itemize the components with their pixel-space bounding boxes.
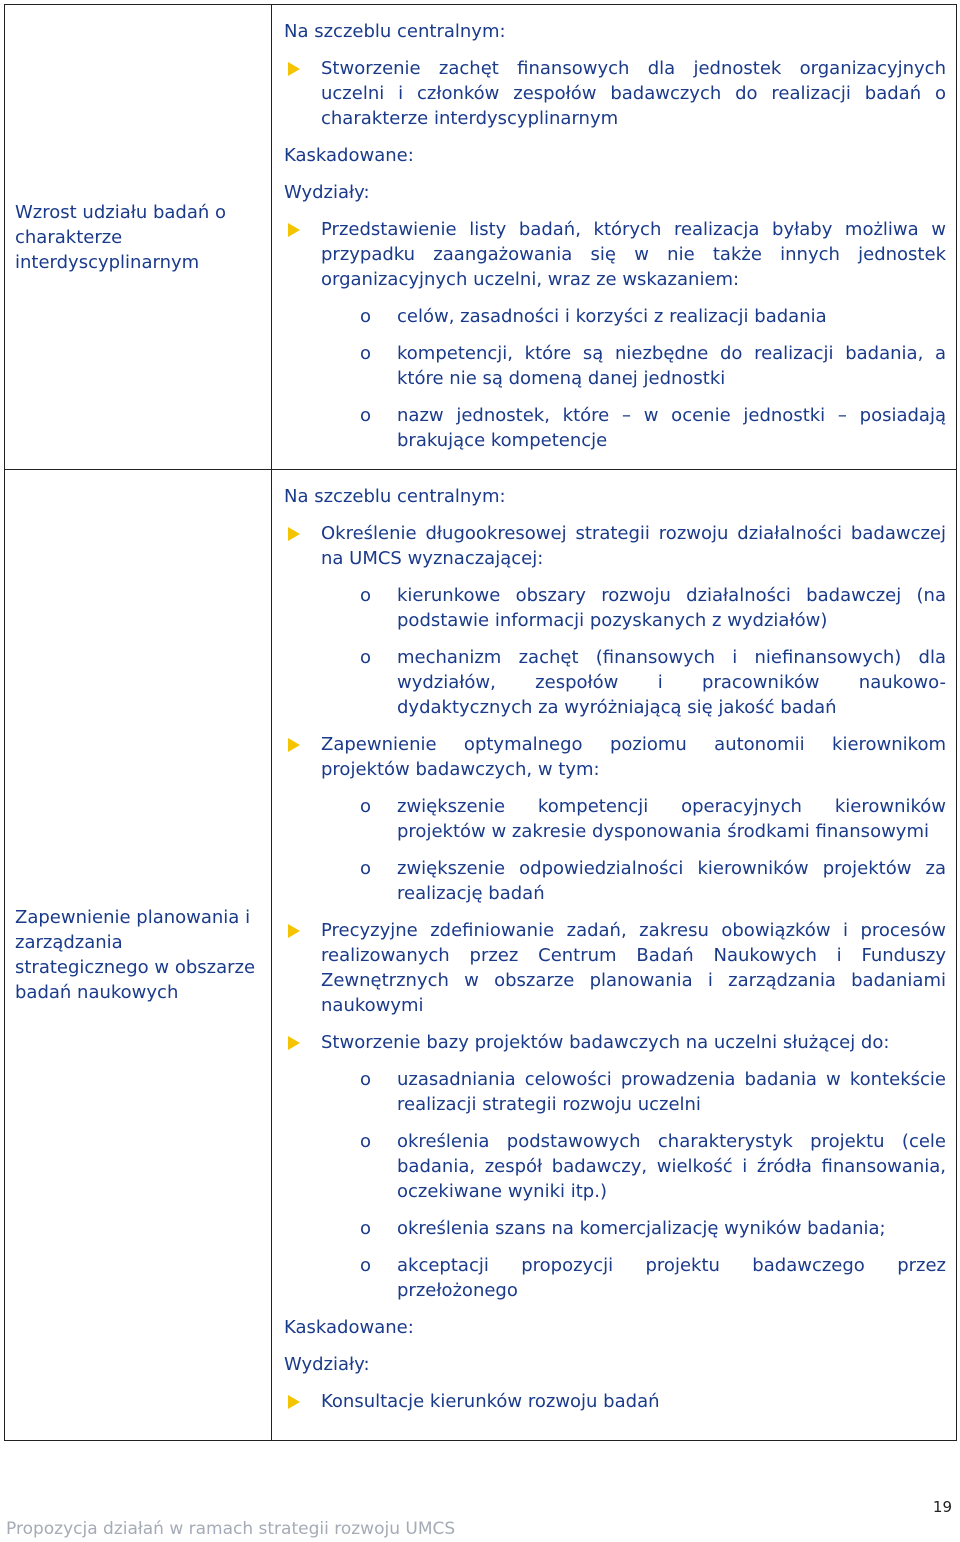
circle-bullet-icon: o — [360, 405, 372, 426]
triangle-bullet-icon — [288, 223, 300, 237]
strategy-table — [4, 4, 957, 1441]
table-row — [5, 5, 957, 470]
level-heading: Wydziały: — [284, 1354, 370, 1375]
action-item: Konsultacje kierunków rozwoju badań — [284, 1389, 946, 1414]
sub-item: o mechanizm zachęt (finansowych i niefinansowych) dla wydziałów, zespołów i pracowników naukowo-dydaktycznych za wyróżniającą się jakość badań — [360, 647, 946, 718]
triangle-bullet-icon — [288, 1395, 300, 1409]
circle-bullet-icon: o — [360, 585, 372, 606]
circle-bullet-icon: o — [360, 796, 372, 817]
sub-item: o kompetencji, które są niezbędne do realizacji badania, a które nie są domeną danej jednostki — [360, 343, 946, 389]
level-heading: Na szczeblu centralnym: — [284, 486, 506, 507]
circle-bullet-icon: o — [360, 1255, 372, 1276]
sub-item: o uzasadniania celowości prowadzenia badania w kontekście realizacji strategii rozwoju uczelni — [360, 1069, 946, 1115]
circle-bullet-icon: o — [360, 343, 372, 364]
sub-item: o określenia podstawowych charakterystyk projektu (cele badania, zespół badawczy, wielkość i źródła finansowania, oczekiwane wyniki itp.) — [360, 1131, 946, 1202]
goal-cell — [5, 470, 272, 1441]
triangle-bullet-icon — [288, 738, 300, 752]
sub-item: o określenia szans na komercjalizację wyników badania; — [360, 1218, 886, 1239]
actions-cell — [272, 5, 957, 470]
level-heading: Na szczeblu centralnym: — [284, 21, 506, 42]
goal-text: Zapewnienie planowania i zarządzania strategicznego w obszarze badań naukowych — [15, 907, 256, 1003]
goal-text: Wzrost udziału badań o charakterze interdyscyplinarnym — [15, 201, 227, 273]
level-heading: Kaskadowane: — [284, 1317, 414, 1338]
circle-bullet-icon: o — [360, 306, 372, 327]
sub-item: o kierunkowe obszary rozwoju działalności badawczej (na podstawie informacji pozyskanych z wydziałów) — [360, 585, 946, 631]
page-number: 19 — [932, 1498, 952, 1516]
action-item: Precyzyjne zdefiniowanie zadań, zakresu obowiązków i procesów realizowanych przez Centrum Badań Naukowych i Funduszy Zewnętrznych w obszarze planowania i zarządzania badaniami naukowymi — [284, 918, 946, 1018]
circle-bullet-icon: o — [360, 858, 372, 879]
sub-item: o zwiększenie kompetencji operacyjnych kierowników projektów w zakresie dysponowania środkami finansowymi — [360, 796, 946, 842]
triangle-bullet-icon — [288, 924, 300, 938]
level-heading: Wydziały: — [284, 182, 370, 203]
table-row — [5, 470, 957, 1441]
circle-bullet-icon: o — [360, 647, 372, 668]
action-item: Stworzenie zachęt finansowych dla jednostek organizacyjnych uczelni i członków zespołów badawczych do realizacji badań o charakterze interdyscyplinarnym — [284, 56, 946, 131]
action-item: Stworzenie bazy projektów badawczych na uczelni służącej do: — [284, 1030, 946, 1055]
level-heading: Kaskadowane: — [284, 145, 414, 166]
actions-cell — [272, 470, 957, 1441]
action-item: Zapewnienie optymalnego poziomu autonomii kierownikom projektów badawczych, w tym: — [284, 732, 946, 782]
sub-item: o zwiększenie odpowiedzialności kierowników projektów za realizację badań — [360, 858, 946, 904]
sub-item: o nazw jednostek, które – w ocenie jednostki – posiadają brakujące kompetencje — [360, 405, 946, 451]
triangle-bullet-icon — [288, 527, 300, 541]
sub-item: o akceptacji propozycji projektu badawczego przez przełożonego — [360, 1255, 946, 1301]
circle-bullet-icon: o — [360, 1218, 372, 1239]
triangle-bullet-icon — [288, 62, 300, 76]
action-item: Przedstawienie listy badań, których realizacja byłaby możliwa w przypadku zaangażowania się w nie także innych jednostek organizacyjnych uczelni, wraz ze wskazaniem: — [284, 217, 946, 292]
page-footer: Propozycja działań w ramach strategii rozwoju UMCS — [6, 1519, 456, 1539]
circle-bullet-icon: o — [360, 1069, 372, 1090]
action-item: Określenie długookresowej strategii rozwoju działalności badawczej na UMCS wyznaczającej: — [284, 521, 946, 571]
goal-cell — [5, 5, 272, 470]
triangle-bullet-icon — [288, 1036, 300, 1050]
circle-bullet-icon: o — [360, 1131, 372, 1152]
sub-item: o celów, zasadności i korzyści z realizacji badania — [360, 306, 827, 327]
